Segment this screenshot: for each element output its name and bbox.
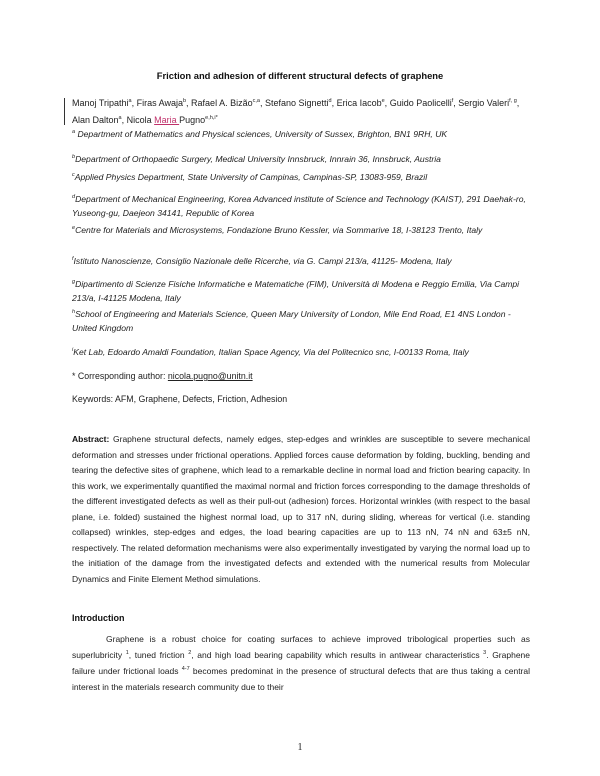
affiliation-h (72, 308, 534, 335)
affiliation-a (72, 128, 534, 142)
affiliation-mark: h (72, 309, 76, 316)
affiliation-mark: g (72, 279, 76, 286)
affiliation-text: Ket Lab, Edoardo Amaldi Foundation, Italian Space Agency, Via del Politecnico snc, I-00133 Roma, Italy (73, 347, 469, 357)
author: Manoj Tripathi (72, 98, 129, 108)
keywords: Keywords: AFM, Graphene, Defects, Friction, Adhesion (72, 394, 288, 404)
page-number: 1 (297, 742, 303, 753)
corresponding-email-link[interactable]: nicola.pugno@unitn.it (167, 371, 253, 381)
affiliation-e (72, 224, 534, 238)
citation: 3 (483, 650, 487, 657)
author-name-link[interactable]: Maria (154, 115, 180, 125)
affiliation-mark: b (72, 154, 76, 161)
affiliation-mark: i (72, 347, 74, 354)
affiliation-i (72, 346, 534, 360)
author-affil: a (118, 115, 122, 121)
affiliation-mark: d (72, 194, 76, 201)
author: Sergio Valeri (458, 98, 510, 108)
author-affil: a (128, 98, 132, 104)
abstract (72, 432, 530, 587)
author-affil: b (182, 98, 187, 104)
text-cursor (64, 98, 65, 125)
corresponding-label: * Corresponding author: (72, 371, 168, 381)
author: Erica Iacob (336, 98, 382, 108)
affiliation-d (72, 193, 534, 220)
abstract-text: Graphene structural defects, namely edges, step-edges and wrinkles are susceptible to severe mechanical deformation and stresses under frictional operations. Applied forces cause deformation by folding, buckling, bending and tearing the defective sites of graphene, which lead to a remarkable decline in normal load and friction bearing capacity. In this work, we experimentally quantified the maximal normal and friction forces corresponding to the damage thresholds of the different investigated defects as well as their pull-out (adhesion) forces. Horizontal wrinkles (with respect to the basal plane, i.e. folded) sustained the highest normal load, up to 317 nN, during sliding, whereas for vertical (i.e. standing collapsed) wrinkles, step-edges and edges, the load bearing capacities are up to 113 nN, 74 nN and 63±5 nN, respectively. The related deformation mechanisms were also experimentally investigated by varying the normal load up to the initiation of the damage from the investigated defects and extended with the numerical results from Molecular Dynamics and Finite Element Method simulations. (72, 434, 530, 584)
intro-text: . Graphene failure under frictional loads (72, 650, 530, 676)
affiliation-text: Istituto Nanoscienze, Consiglio Nazionale delle Ricerche, via G. Campi 213/a, 41125- Modena, Italy (73, 256, 452, 266)
author: Guido Paolicelli (389, 98, 452, 108)
author-affil: d (328, 98, 332, 104)
affiliation-text: Department of Mechanical Engineering, Korea Advanced institute of Science and Technology (KAIST), 291 Daehak-ro, Yuseong-gu, Daejeon 34141, Republic of Korea (72, 194, 526, 218)
author: Firas Awaja (136, 98, 183, 108)
affiliation-text: Department of Mathematics and Physical sciences, University of Sussex, Brighton, BN1 9RH, UK (75, 129, 448, 139)
corresponding-author (72, 370, 534, 383)
author: Rafael A. Bizão (191, 98, 253, 108)
author-affil: c,a (252, 98, 260, 104)
author: Stefano Signetti (264, 98, 329, 108)
affiliation-mark: e (72, 225, 76, 232)
affiliation-text: Applied Physics Department, State University of Campinas, Campinas-SP, 13083-959, Brazil (74, 172, 428, 182)
introduction-paragraph (72, 631, 530, 695)
author-name-pre: Nicola (126, 115, 155, 125)
intro-text: becomes predominat in the presence of structural defects that are thus taking a central interest in the materials research community due to their (72, 666, 531, 692)
citation: 1 (125, 650, 129, 657)
affiliation-text: Centre for Materials and Microsystems, Fondazione Bruno Kessler, via Sommarive 18, I-38123 Trento, Italy (75, 225, 483, 235)
affiliation-mark: f (72, 256, 74, 263)
affiliation-text: Department of Orthopaedic Surgery, Medical University Innsbruck, Innrain 36, Innsbruck, Austria (75, 154, 441, 164)
author: Alan Dalton (72, 115, 119, 125)
affiliation-b (72, 153, 534, 167)
affiliation-text: Dipartimento di Scienze Fisiche Informatiche e Matematiche (FIM), Università di Modena e Reggio Emilia, Via Campi 213/a, I-41125 Modena, Italy (72, 279, 520, 303)
affiliation-mark: a (72, 129, 76, 136)
affiliation-mark: c (72, 172, 75, 179)
citation: 2 (188, 650, 192, 657)
author-affil: e (381, 98, 385, 104)
author-affil: f (451, 98, 454, 104)
author (127, 115, 206, 125)
intro-text: , and high load bearing capability which results in antiwear characteristics (191, 650, 484, 660)
author-affil: f, g (509, 98, 517, 104)
affiliation-f (72, 255, 534, 269)
author-list: Manoj Tripathi$^a$, Firas Awaja$^b$, Rafael A. Bizão$^{c,a}$, Stefano Signetti$^d$, Erica Iacob$^e$, Guido Paolicelli$^f$, Sergio Valeri$^{f, g}$, Alan Dalton$^a$, Nicola Maria Pugno$^{e,h,i*}$ (72, 98, 520, 125)
affiliation-c (72, 171, 534, 185)
affiliation-g (72, 278, 534, 305)
paper-title: Friction and adhesion of different structural defects of graphene (156, 70, 444, 81)
citation: 4-7 (181, 666, 190, 673)
abstract-label: Abstract: (72, 434, 110, 444)
intro-text: Graphene is a robust choice for coating surfaces to achieve improved tribological properties such as superlubricity (72, 634, 530, 660)
author-name-post: Pugno (179, 115, 206, 125)
affiliation-text: School of Engineering and Materials Science, Queen Mary University of London, Mile End Road, E1 4NS London - United Kingdom (72, 309, 511, 333)
author-affil: e,h,i* (205, 115, 218, 121)
section-heading-introduction: Introduction (72, 613, 125, 623)
intro-text: , tuned friction (128, 650, 189, 660)
